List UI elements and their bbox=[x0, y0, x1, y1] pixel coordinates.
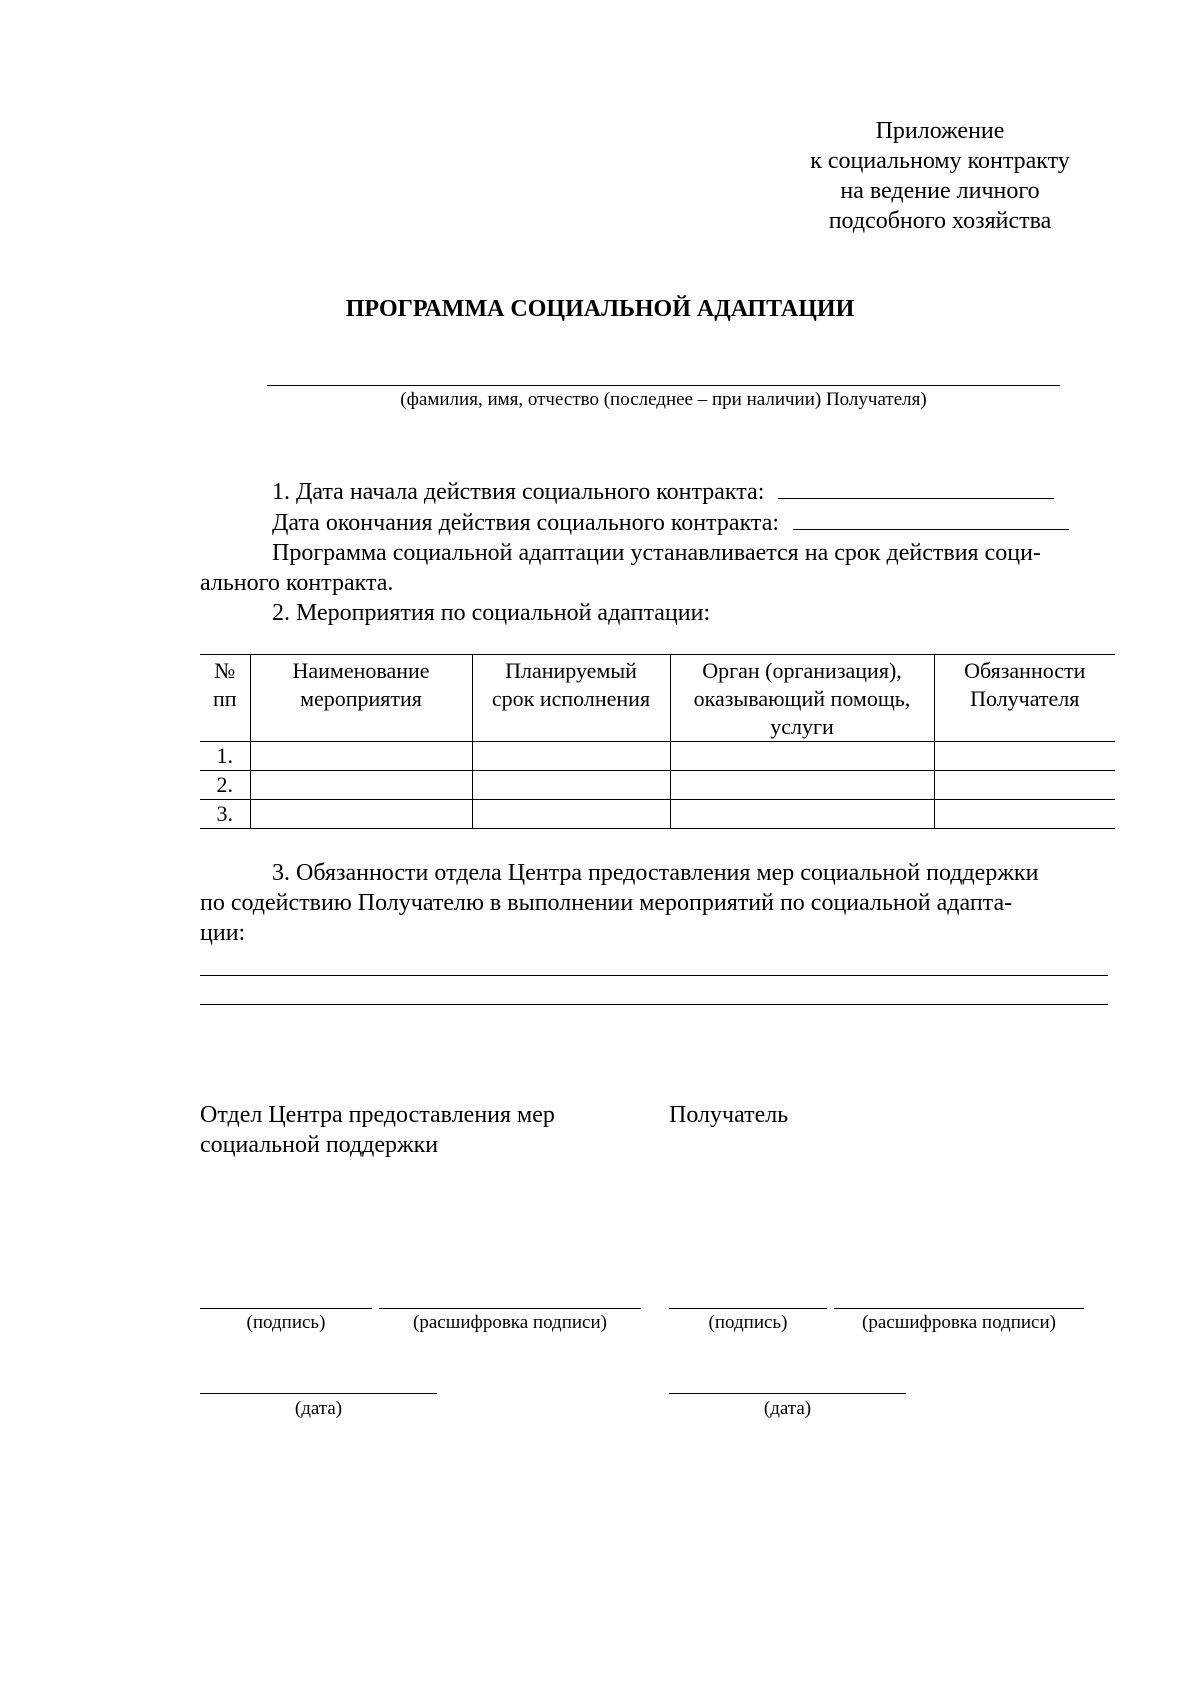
section-3-answer-line[interactable] bbox=[200, 1004, 1108, 1005]
table-cell[interactable] bbox=[472, 742, 670, 771]
signature-decoding-caption: (расшифровка подписи) bbox=[862, 1312, 1056, 1333]
department-date-field[interactable] bbox=[200, 1393, 437, 1394]
section-3-line: 3. Обязанности отдела Центра предоставления мер социальной поддержки bbox=[272, 860, 1039, 886]
program-term-line: Программа социальной адаптации устанавливается на срок действия соци- bbox=[272, 540, 1041, 566]
signature-caption: (подпись) bbox=[708, 1312, 788, 1333]
row-number: 1. bbox=[200, 742, 250, 771]
contract-start-date-field[interactable] bbox=[778, 476, 1054, 499]
row-number: 3. bbox=[200, 800, 250, 829]
annex-line: на ведение личного bbox=[840, 178, 1040, 204]
signature-caption: (подпись) bbox=[246, 1312, 326, 1333]
date-caption: (дата) bbox=[763, 1398, 812, 1419]
table-cell[interactable] bbox=[250, 800, 472, 829]
section-3-line: ции: bbox=[200, 920, 246, 946]
header-organization: Орган (организация), оказывающий помощь, услуги bbox=[670, 655, 934, 742]
table-cell[interactable] bbox=[472, 771, 670, 800]
program-term-line: ального контракта. bbox=[200, 570, 394, 596]
table-cell[interactable] bbox=[670, 771, 934, 800]
adaptation-events-table bbox=[200, 654, 1115, 829]
recipient-signature-field[interactable] bbox=[669, 1308, 827, 1309]
table-cell[interactable] bbox=[670, 800, 934, 829]
table-header-row bbox=[200, 655, 1115, 742]
table-cell[interactable] bbox=[250, 742, 472, 771]
section-2-label: 2. Мероприятия по социальной адаптации: bbox=[272, 600, 711, 626]
recipient-name-field[interactable] bbox=[267, 385, 1060, 386]
recipient-date-field[interactable] bbox=[669, 1393, 906, 1394]
table-cell[interactable] bbox=[934, 742, 1115, 771]
table-cell[interactable] bbox=[934, 800, 1115, 829]
row-number: 2. bbox=[200, 771, 250, 800]
header-planned-term: Планируемый срок исполнения bbox=[472, 655, 670, 742]
contract-start-label: 1. Дата начала действия социального контракта: bbox=[272, 479, 765, 505]
annex-line: Приложение bbox=[875, 118, 1005, 144]
contract-end-date-field[interactable] bbox=[793, 507, 1069, 530]
recipient-caption: (фамилия, имя, отчество (последнее – при наличии) Получателя) bbox=[400, 389, 927, 410]
section-1 bbox=[200, 476, 1120, 628]
document-title: ПРОГРАММА СОЦИАЛЬНОЙ АДАПТАЦИИ bbox=[345, 296, 855, 322]
department-signature-decoding-field[interactable] bbox=[379, 1308, 641, 1309]
table-row bbox=[200, 800, 1115, 829]
contract-end-label: Дата окончания действия социального контракта: bbox=[272, 510, 780, 536]
table-row bbox=[200, 771, 1115, 800]
date-caption: (дата) bbox=[294, 1398, 343, 1419]
department-signature-field[interactable] bbox=[200, 1308, 372, 1309]
section-3 bbox=[200, 858, 1120, 948]
header-number: № пп bbox=[200, 655, 250, 742]
table-row bbox=[200, 742, 1115, 771]
annex-line: подсобного хозяйства bbox=[828, 208, 1052, 234]
table-cell[interactable] bbox=[670, 742, 934, 771]
signature-decoding-caption: (расшифровка подписи) bbox=[413, 1312, 607, 1333]
table-cell[interactable] bbox=[472, 800, 670, 829]
section-3-line: по содействию Получателю в выполнении мероприятий по социальной адапта- bbox=[200, 890, 1013, 916]
recipient-signature-decoding-field[interactable] bbox=[834, 1308, 1084, 1309]
section-3-answer-line[interactable] bbox=[200, 975, 1108, 976]
table-cell[interactable] bbox=[250, 771, 472, 800]
header-event-name: Наименование мероприятия bbox=[250, 655, 472, 742]
department-signatory-label: Отдел Центра предоставления мер социальной поддержки bbox=[200, 1102, 555, 1158]
header-recipient-duties: Обязанности Получателя bbox=[934, 655, 1115, 742]
table-cell[interactable] bbox=[934, 771, 1115, 800]
annex-note bbox=[790, 116, 1090, 236]
recipient-signatory-label: Получатель bbox=[669, 1102, 789, 1128]
annex-line: к социальному контракту bbox=[810, 148, 1070, 174]
